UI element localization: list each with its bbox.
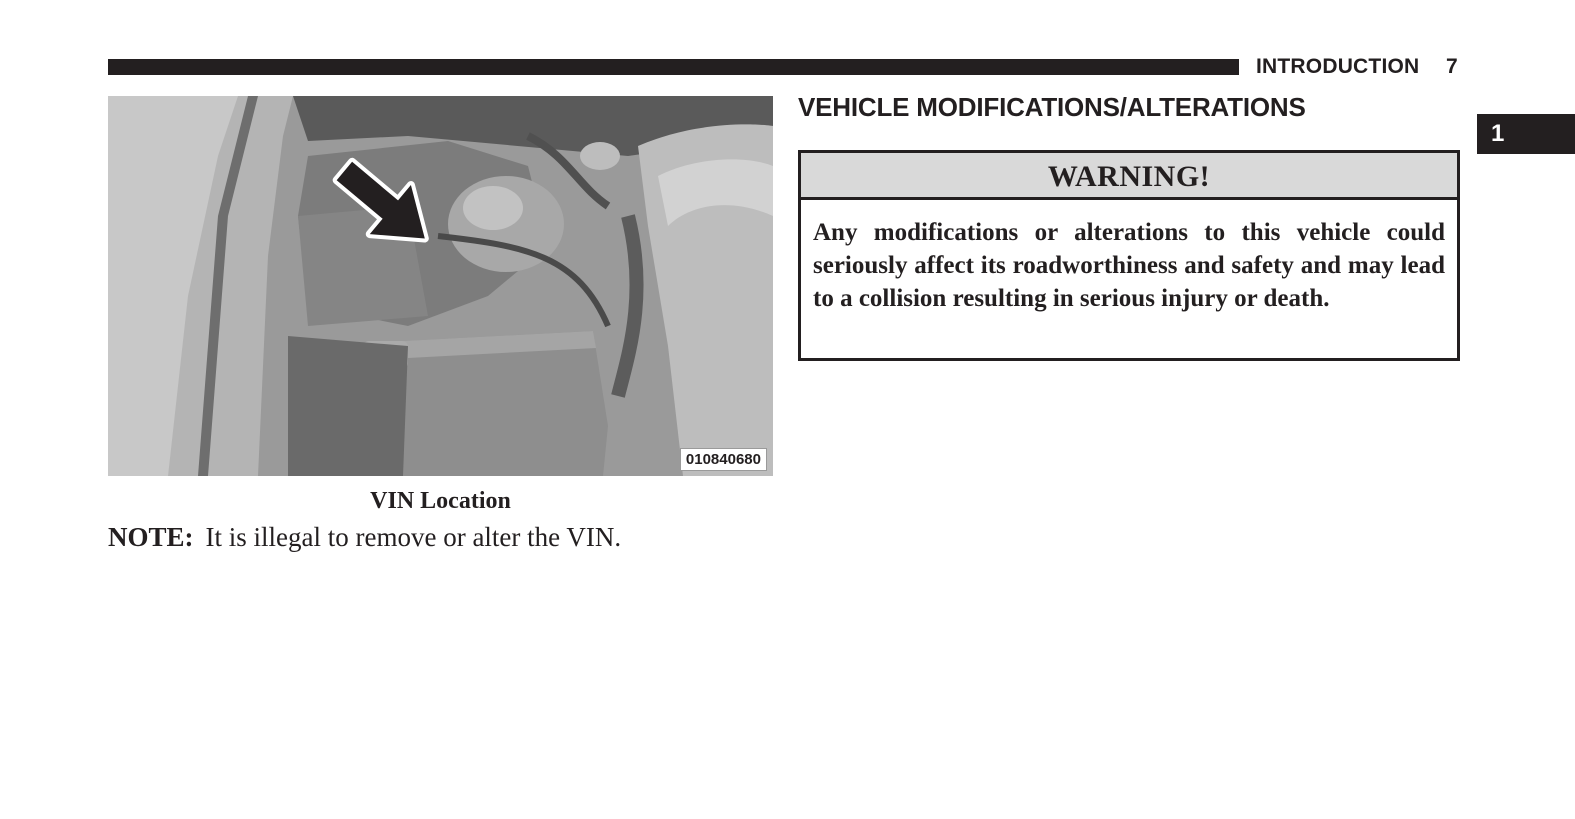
note-text: It is illegal to remove or alter the VIN. <box>205 522 622 552</box>
note-paragraph <box>108 522 621 553</box>
warning-text: Any modifications or alterations to this vehicle could seriously affect its roadworthiness and safety and may lead to a collision resulting in serious injury or death. <box>813 219 1445 312</box>
note-label: NOTE: <box>108 522 194 552</box>
page-number: 7 <box>1446 55 1458 78</box>
warning-title: WARNING! <box>801 153 1457 200</box>
header-section-title: INTRODUCTION <box>1256 55 1420 78</box>
vin-location-figure <box>108 96 773 476</box>
header-rule <box>108 59 1239 75</box>
engine-bay-illustration <box>108 96 773 476</box>
figure-caption: VIN Location <box>370 488 511 514</box>
figure-id-label: 010840680 <box>680 448 767 471</box>
section-title: VEHICLE MODIFICATIONS/ALTERATIONS <box>798 92 1306 122</box>
chapter-tab: 1 <box>1477 114 1575 154</box>
warning-box <box>798 150 1460 361</box>
